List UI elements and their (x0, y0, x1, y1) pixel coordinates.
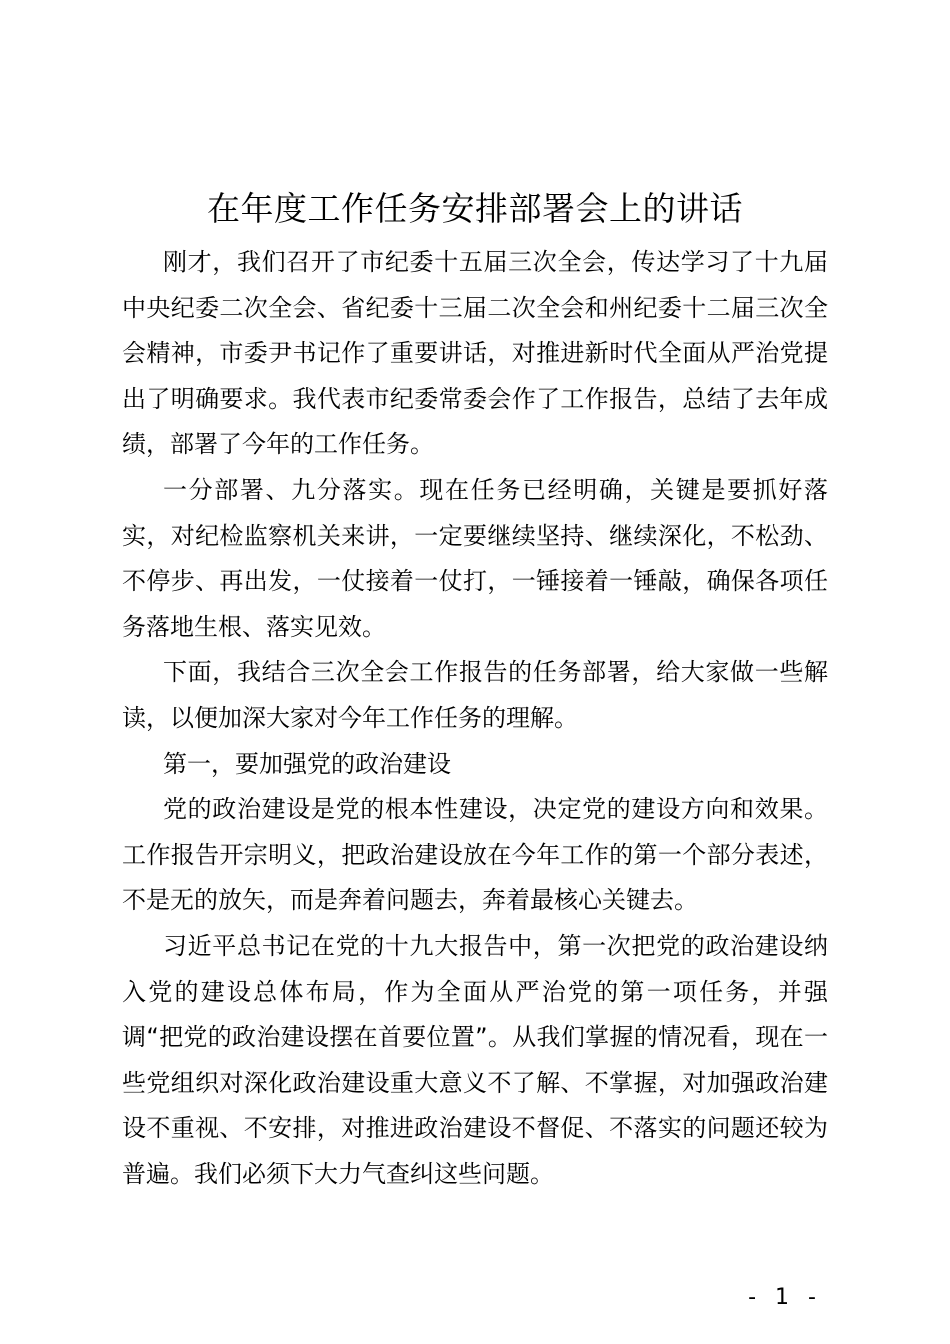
section-heading: 第一，要加强党的政治建设 (163, 749, 451, 778)
document-body (122, 240, 828, 1197)
paragraph-5: 党的政治建设是党的根本性建设，决定党的建设方向和效果。工作报告开宗明义，把政治建设放在今年工作的第一个部分表述，不是无的放矢，而是奔着问题去，奔着最核心关键去。 (122, 795, 828, 915)
page-number: - 1 - (748, 1285, 822, 1310)
paragraph-6: 习近平总书记在党的十九大报告中，第一次把党的政治建设纳入党的建设总体布局，作为全面从严治党的第一项任务，并强调“把党的政治建设摆在首要位置”。从我们掌握的情况看，现在一些党组织对深化政治建设重大意义不了解、不掌握，对加强政治建设不重视、不安排，对推进政治建设不督促、不落实的问题还较为普遍。我们必须下大力气查纠这些问题。 (122, 931, 828, 1188)
paragraph-2: 一分部署、九分落实。现在任务已经明确，关键是要抓好落实，对纪检监察机关来讲，一定要继续坚持、继续深化，不松劲、不停步、再出发，一仗接着一仗打，一锤接着一锤敲，确保各项任务落地生根、落实见效。 (122, 475, 828, 641)
paragraph-1: 刚才，我们召开了市纪委十五届三次全会，传达学习了十九届中央纪委二次全会、省纪委十三届二次全会和州纪委十二届三次全会精神，市委尹书记作了重要讲话，对推进新时代全面从严治党提出了明确要求。我代表市纪委常委会作了工作报告，总结了去年成绩，部署了今年的工作任务。 (122, 248, 828, 459)
document-title: 在年度工作任务安排部署会上的讲话 (207, 189, 743, 228)
paragraph-3: 下面，我结合三次全会工作报告的任务部署，给大家做一些解读，以便加深大家对今年工作任务的理解。 (122, 658, 828, 732)
